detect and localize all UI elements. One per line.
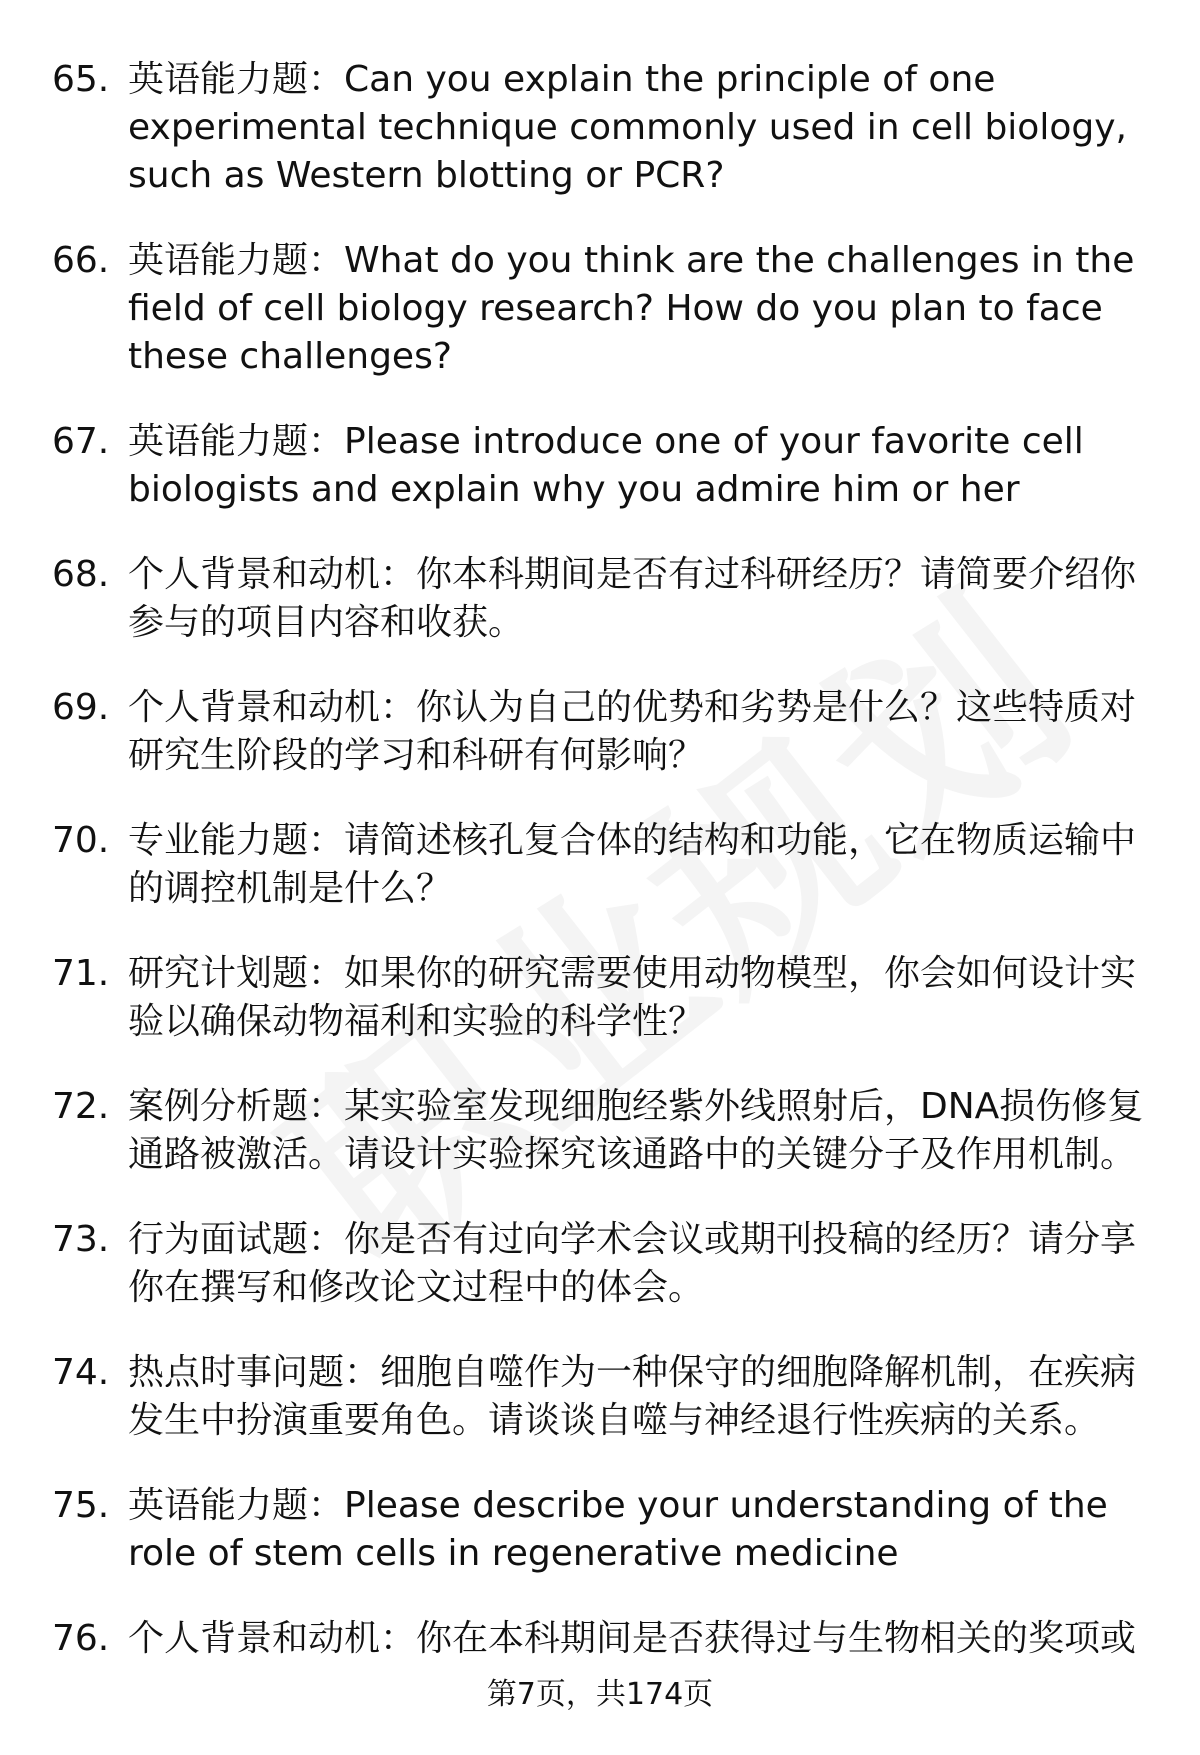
item-text: 英语能力题：Can you explain the principle of one experimental technique commonly used in cell biology, such as Western blotting or PCR?	[128, 59, 1127, 196]
item-text: 热点时事问题：细胞自噬作为一种保守的细胞降解机制，在疾病发生中扮演重要角色。请谈谈自噬与神经退行性疾病的关系。	[128, 1352, 1137, 1441]
item-text: 行为面试题：你是否有过向学术会议或期刊投稿的经历？请分享你在撰写和修改论文过程中的体会。	[128, 1219, 1137, 1308]
item-number: 67.	[52, 421, 110, 462]
list-item	[0, 684, 1200, 780]
list-item	[0, 1482, 1200, 1578]
list-item	[0, 237, 1200, 381]
item-number: 66.	[52, 240, 110, 281]
item-text: 研究计划题：如果你的研究需要使用动物模型，你会如何设计实验以确保动物福利和实验的科学性？	[128, 953, 1137, 1042]
item-text: 英语能力题：What do you think are the challenges in the field of cell biology research? How do you plan to face these challenges?	[128, 240, 1135, 377]
item-number: 68.	[52, 554, 110, 595]
item-text: 个人背景和动机：你认为自己的优势和劣势是什么？这些特质对研究生阶段的学习和科研有何影响？	[128, 687, 1137, 776]
list-item	[0, 817, 1200, 913]
item-number: 65.	[52, 59, 110, 100]
item-number: 69.	[52, 687, 110, 728]
item-text: 专业能力题：请简述核孔复合体的结构和功能，它在物质运输中的调控机制是什么？	[128, 820, 1137, 909]
item-number: 75.	[52, 1485, 110, 1526]
item-text: 英语能力题：Please introduce one of your favorite cell biologists and explain why you admire him or her	[128, 421, 1084, 510]
page-footer: 第7页，共174页	[486, 1677, 714, 1712]
item-text: 英语能力题：Please describe your understanding of the role of stem cells in regenerative medicine	[128, 1485, 1108, 1574]
item-number: 70.	[52, 820, 110, 861]
list-item	[0, 1349, 1200, 1445]
item-text: 个人背景和动机：你本科期间是否有过科研经历？请简要介绍你参与的项目内容和收获。	[128, 554, 1137, 643]
item-number: 71.	[52, 953, 110, 994]
list-item	[0, 551, 1200, 647]
list-item	[0, 418, 1200, 514]
item-text: 个人背景和动机：你在本科期间是否获得过与生物相关的奖项或	[128, 1618, 1137, 1659]
question-list	[0, 56, 1200, 1663]
list-item	[0, 56, 1200, 200]
item-text: 案例分析题：某实验室发现细胞经紫外线照射后，DNA损伤修复通路被激活。请设计实验探究该通路中的关键分子及作用机制。	[128, 1086, 1144, 1175]
item-number: 72.	[52, 1086, 110, 1127]
list-item	[0, 1615, 1200, 1663]
item-number: 74.	[52, 1352, 110, 1393]
list-item	[0, 1216, 1200, 1312]
item-number: 73.	[52, 1219, 110, 1260]
list-item	[0, 950, 1200, 1046]
item-number: 76.	[52, 1618, 110, 1659]
list-item	[0, 1083, 1200, 1179]
